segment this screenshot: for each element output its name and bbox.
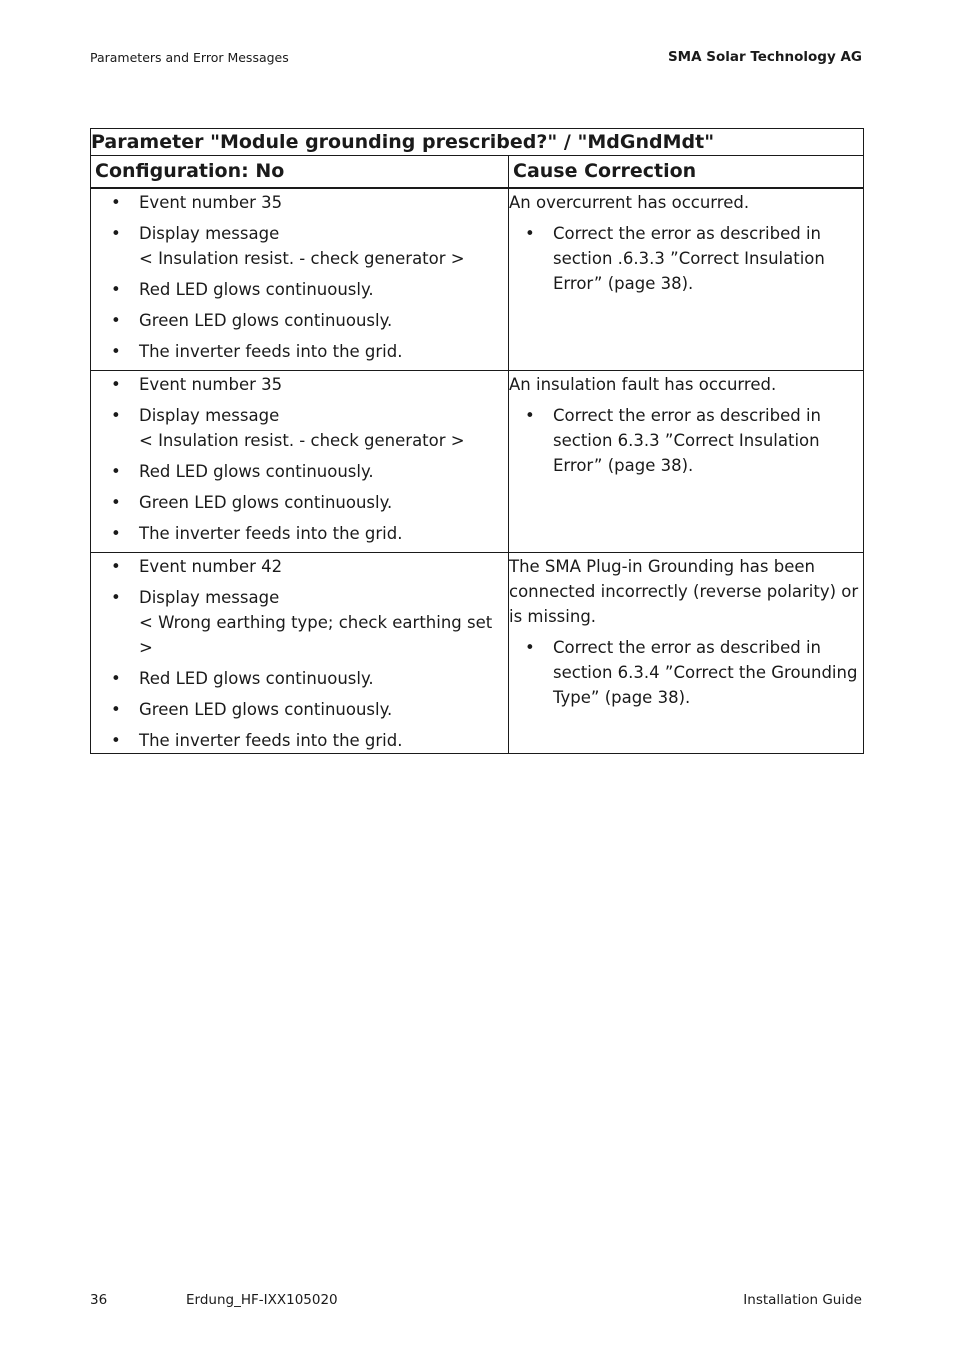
parameter-table xyxy=(90,128,864,754)
list-item: • Green LED glows continuously. xyxy=(91,697,508,722)
conditions-cell xyxy=(91,188,509,371)
bullet-icon: • xyxy=(111,669,121,688)
bullet-icon: • xyxy=(111,406,121,425)
list-item: • Green LED glows continuously. xyxy=(91,308,508,333)
conditions-cell xyxy=(91,371,509,553)
table-row xyxy=(91,188,864,371)
list-item: • Red LED glows continuously. xyxy=(91,277,508,302)
bullet-icon: • xyxy=(111,375,121,394)
conditions-cell xyxy=(91,553,509,754)
list-item: • Display message < Wrong earthing type; check earthing set > xyxy=(91,585,508,660)
bullet-icon: • xyxy=(111,493,121,512)
document-type: Installation Guide xyxy=(743,1292,862,1308)
cause-text: An insulation fault has occurred. xyxy=(509,375,777,394)
bullet-icon: • xyxy=(111,224,121,243)
list-item: • Display message < Insulation resist. - check generator > xyxy=(91,221,508,271)
list-item: • Event number 35 xyxy=(91,372,508,397)
bullet-icon: • xyxy=(111,731,121,750)
cause-correction-cell xyxy=(509,371,864,553)
table-title: Parameter "Module grounding prescribed?" / "MdGndMdt" xyxy=(91,129,864,156)
running-header-section: Parameters and Error Messages xyxy=(90,50,289,65)
bullet-icon: • xyxy=(111,524,121,543)
cause-correction-cell xyxy=(509,188,864,371)
correction-item: • Correct the error as described in section 6.3.4 ”Correct the Grounding Type” (page 38). xyxy=(509,635,863,710)
list-item: • Event number 42 xyxy=(91,554,508,579)
cause-correction-cell xyxy=(509,553,864,754)
bullet-icon: • xyxy=(111,462,121,481)
list-item: • The inverter feeds into the grid. xyxy=(91,728,508,753)
list-item: • The inverter feeds into the grid. xyxy=(91,339,508,364)
correction-item: • Correct the error as described in section .6.3.3 ”Correct Insulation Error” (page 38). xyxy=(509,221,863,296)
document-id: Erdung_HF-IXX105020 xyxy=(186,1292,338,1308)
bullet-icon: • xyxy=(111,588,121,607)
column-header-configuration: Configuration: No xyxy=(91,156,509,189)
bullet-icon: • xyxy=(111,311,121,330)
bullet-icon: • xyxy=(525,224,535,243)
table-row xyxy=(91,553,864,754)
bullet-icon: • xyxy=(111,193,121,212)
running-header-company: SMA Solar Technology AG xyxy=(667,49,862,65)
correction-item: • Correct the error as described in section 6.3.3 ”Correct Insulation Error” (page 38). xyxy=(509,403,863,478)
table-row xyxy=(91,371,864,553)
page-number: 36 xyxy=(90,1292,108,1308)
list-item: • Red LED glows continuously. xyxy=(91,666,508,691)
bullet-icon: • xyxy=(111,342,121,361)
list-item: • The inverter feeds into the grid. xyxy=(91,521,508,546)
bullet-icon: • xyxy=(111,280,121,299)
list-item: • Red LED glows continuously. xyxy=(91,459,508,484)
bullet-icon: • xyxy=(111,700,121,719)
list-item: • Green LED glows continuously. xyxy=(91,490,508,515)
list-item: • Event number 35 xyxy=(91,190,508,215)
cause-text: An overcurrent has occurred. xyxy=(509,193,750,212)
bullet-icon: • xyxy=(525,406,535,425)
bullet-icon: • xyxy=(111,557,121,576)
column-header-cause-correction: Cause Correction xyxy=(509,156,864,189)
cause-text: The SMA Plug-in Grounding has been connected incorrectly (reverse polarity) or is missing. xyxy=(509,557,859,626)
display-message-text: < Insulation resist. - check generator > xyxy=(139,249,465,268)
bullet-icon: • xyxy=(525,638,535,657)
list-item: • Display message < Insulation resist. - check generator > xyxy=(91,403,508,453)
display-message-text: < Wrong earthing type; check earthing set > xyxy=(139,613,493,657)
display-message-text: < Insulation resist. - check generator > xyxy=(139,431,465,450)
